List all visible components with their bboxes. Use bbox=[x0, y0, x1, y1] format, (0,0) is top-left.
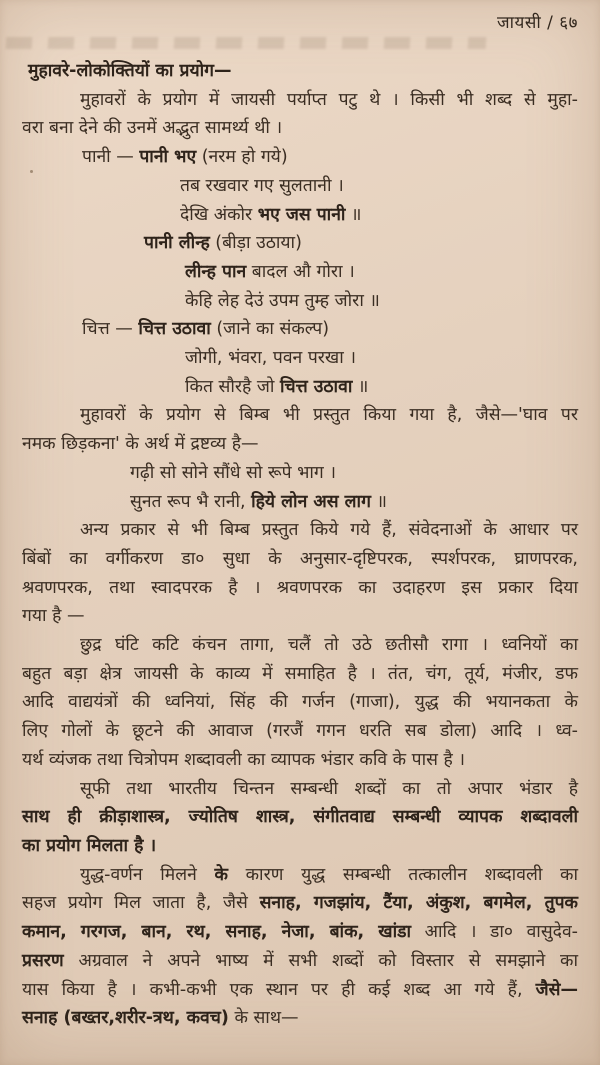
text-line bbox=[22, 631, 578, 660]
text-line bbox=[22, 947, 578, 976]
text-segment: (नरम हो गये) bbox=[196, 147, 288, 168]
text-line bbox=[22, 918, 578, 947]
text-line bbox=[22, 287, 578, 316]
text-segment: यर्थ व्यंजक तथा चित्रोपम शब्दावली का व्यापक भंडार कवि के पास है । bbox=[22, 749, 466, 770]
text-segment: सूफी तथा भारतीय चिन्तन सम्बन्धी शब्दों का तो अपार भंडार है bbox=[80, 778, 578, 799]
text-segment: बादल औ गोरा । bbox=[246, 261, 355, 282]
text-line bbox=[22, 344, 578, 373]
text-segment: यास किया है । कभी-कभी एक स्थान पर ही कई शब्द आ गये हैं, bbox=[22, 979, 536, 1000]
running-title: जायसी / ६७ bbox=[497, 13, 578, 33]
text-segment: सुनत रूप भै रानी, bbox=[130, 491, 252, 512]
bold-text-segment: चित्त उठावा bbox=[138, 319, 211, 340]
text-segment: लिए गोलों के छूटने की आवाज (गरजैं गगन धरति सब डोला) आदि । ध्व- bbox=[22, 721, 578, 742]
text-line bbox=[22, 976, 578, 1005]
text-line bbox=[22, 602, 578, 631]
page-body bbox=[22, 57, 578, 1033]
text-line bbox=[22, 861, 578, 890]
text-segment: सहज प्रयोग मिल जाता है, जैसे bbox=[22, 893, 260, 914]
bold-text-segment: साथ ही क्रीड़ाशास्त्र, ज्योतिष शास्त्र, संगीतवाद्य सम्बन्धी व्यापक शब्दावली bbox=[22, 807, 578, 828]
text-segment: कित सौरहै जो bbox=[185, 376, 280, 397]
bold-text-segment: जैसे— bbox=[535, 979, 578, 1000]
text-line bbox=[22, 86, 578, 115]
bold-text-segment: हिये लोन अस लाग bbox=[251, 491, 371, 512]
text-line bbox=[22, 574, 578, 603]
text-line bbox=[22, 114, 578, 143]
text-line bbox=[22, 401, 578, 430]
text-segment: केहि लेह देउं उपम तुम्ह जोरा ॥ bbox=[185, 290, 380, 311]
text-segment: ॥ bbox=[345, 204, 362, 225]
text-segment: पानी — bbox=[82, 147, 140, 168]
text-line bbox=[22, 430, 578, 459]
text-line bbox=[22, 832, 578, 861]
text-segment: कारण युद्ध सम्बन्धी तत्कालीन शब्दावली का bbox=[227, 864, 578, 885]
running-header bbox=[497, 10, 578, 33]
bold-text-segment: चित्त उठावा bbox=[279, 376, 353, 397]
text-line bbox=[22, 545, 578, 574]
text-segment: युद्ध-वर्णन मिलने bbox=[80, 864, 215, 885]
text-segment: बहुत बड़ा क्षेत्र जायसी के काव्य में समाहित है । तंत, चंग, तूर्य, मंजीर, डफ bbox=[22, 663, 578, 684]
text-segment: ॥ bbox=[352, 376, 369, 397]
text-segment: आदि । डा० वासुदेव- bbox=[411, 922, 578, 943]
text-segment: मुहावरों के प्रयोग से बिम्ब भी प्रस्तुत किया गया है, जैसे—'घाव पर bbox=[80, 405, 578, 426]
text-line bbox=[22, 775, 578, 804]
text-line bbox=[22, 315, 578, 344]
text-segment: मुहावरों के प्रयोग में जायसी पर्याप्त पटु थे । किसी भी शब्द से मुहा- bbox=[80, 89, 578, 110]
text-segment: अग्रवाल ने अपने भाष्य में सभी शब्दों को विस्तार से समझाने का bbox=[63, 950, 578, 971]
text-line bbox=[22, 660, 578, 689]
bold-text-segment: मुहावरे-लोकोक्तियों का प्रयोग— bbox=[28, 61, 232, 81]
bold-text-segment: का प्रयोग मिलता है । bbox=[22, 835, 157, 856]
bold-text-segment: प्रसरण bbox=[22, 950, 64, 971]
text-line bbox=[22, 229, 578, 258]
bold-text-segment: सनाह, गजझांय, टैंया, अंकुश, बगमेल, तुपक bbox=[259, 893, 578, 914]
text-segment: गया है — bbox=[22, 606, 85, 627]
section-heading bbox=[22, 57, 578, 86]
text-segment: आदि वाद्ययंत्रों की ध्वनियां, सिंह की गर्जन (गाजा), युद्ध की भयानकता के bbox=[22, 692, 578, 713]
text-segment: के साथ— bbox=[228, 1008, 299, 1029]
text-segment: अन्य प्रकार से भी बिम्ब प्रस्तुत किये गये हैं, संवेदनाओं के आधार पर bbox=[80, 520, 578, 541]
text-line bbox=[22, 516, 578, 545]
text-line bbox=[22, 201, 578, 230]
text-line bbox=[22, 172, 578, 201]
text-segment: नमक छिड़कना' के अर्थ में द्रष्टव्य है— bbox=[22, 434, 259, 455]
bold-text-segment: के bbox=[214, 864, 228, 885]
text-segment: चित्त — bbox=[82, 319, 139, 340]
text-segment: तब रखवार गए सुलतानी । bbox=[180, 175, 344, 196]
bold-text-segment: सनाह (बख्तर,शरीर-त्रथ, कवच) bbox=[22, 1008, 229, 1029]
bleed-through-artifact bbox=[6, 37, 487, 49]
text-line bbox=[22, 488, 578, 517]
text-segment: गढ़ी सो सोने सौंधे सो रूपे भाग । bbox=[130, 462, 336, 483]
bold-text-segment: पानी लीन्ह bbox=[144, 233, 210, 254]
text-segment: छुद्र घंटि कटि कंचन तागा, चलैं तो उठे छतीसौ रागा । ध्वनियों का bbox=[80, 635, 578, 656]
text-line bbox=[22, 1004, 578, 1033]
text-line bbox=[22, 258, 578, 287]
text-segment: बिंबों का वर्गीकरण डा० सुधा के अनुसार-दृष्टिपरक, स्पर्शपरक, घ्राणपरक, bbox=[22, 548, 578, 569]
text-line bbox=[22, 143, 578, 172]
text-segment: वरा बना देने की उनमें अद्भुत सामर्थ्य थी । bbox=[22, 118, 283, 139]
text-line bbox=[22, 803, 578, 832]
text-line bbox=[22, 688, 578, 717]
bold-text-segment: कमान, गरगज, बान, रथ, सनाह, नेजा, बांक, खांडा bbox=[22, 922, 412, 943]
text-line bbox=[22, 889, 578, 918]
text-segment: देखि अंकोर bbox=[180, 204, 258, 225]
bold-text-segment: पानी भए bbox=[139, 147, 197, 168]
text-line bbox=[22, 373, 578, 402]
text-line bbox=[22, 717, 578, 746]
bold-text-segment: लीन्ह पान bbox=[185, 261, 247, 282]
text-line bbox=[22, 746, 578, 775]
text-segment: जोगी, भंवरा, पवन परखा । bbox=[185, 348, 356, 369]
text-segment: ॥ bbox=[370, 491, 387, 512]
text-segment: (जाने का संकल्प) bbox=[210, 319, 330, 340]
text-segment: श्रवणपरक, तथा स्वादपरक है । श्रवणपरक का उदाहरण इस प्रकार दिया bbox=[22, 577, 578, 598]
bold-text-segment: भए जस पानी bbox=[257, 204, 346, 225]
text-segment: (बीड़ा उठाया) bbox=[209, 233, 302, 254]
text-line bbox=[22, 459, 578, 488]
